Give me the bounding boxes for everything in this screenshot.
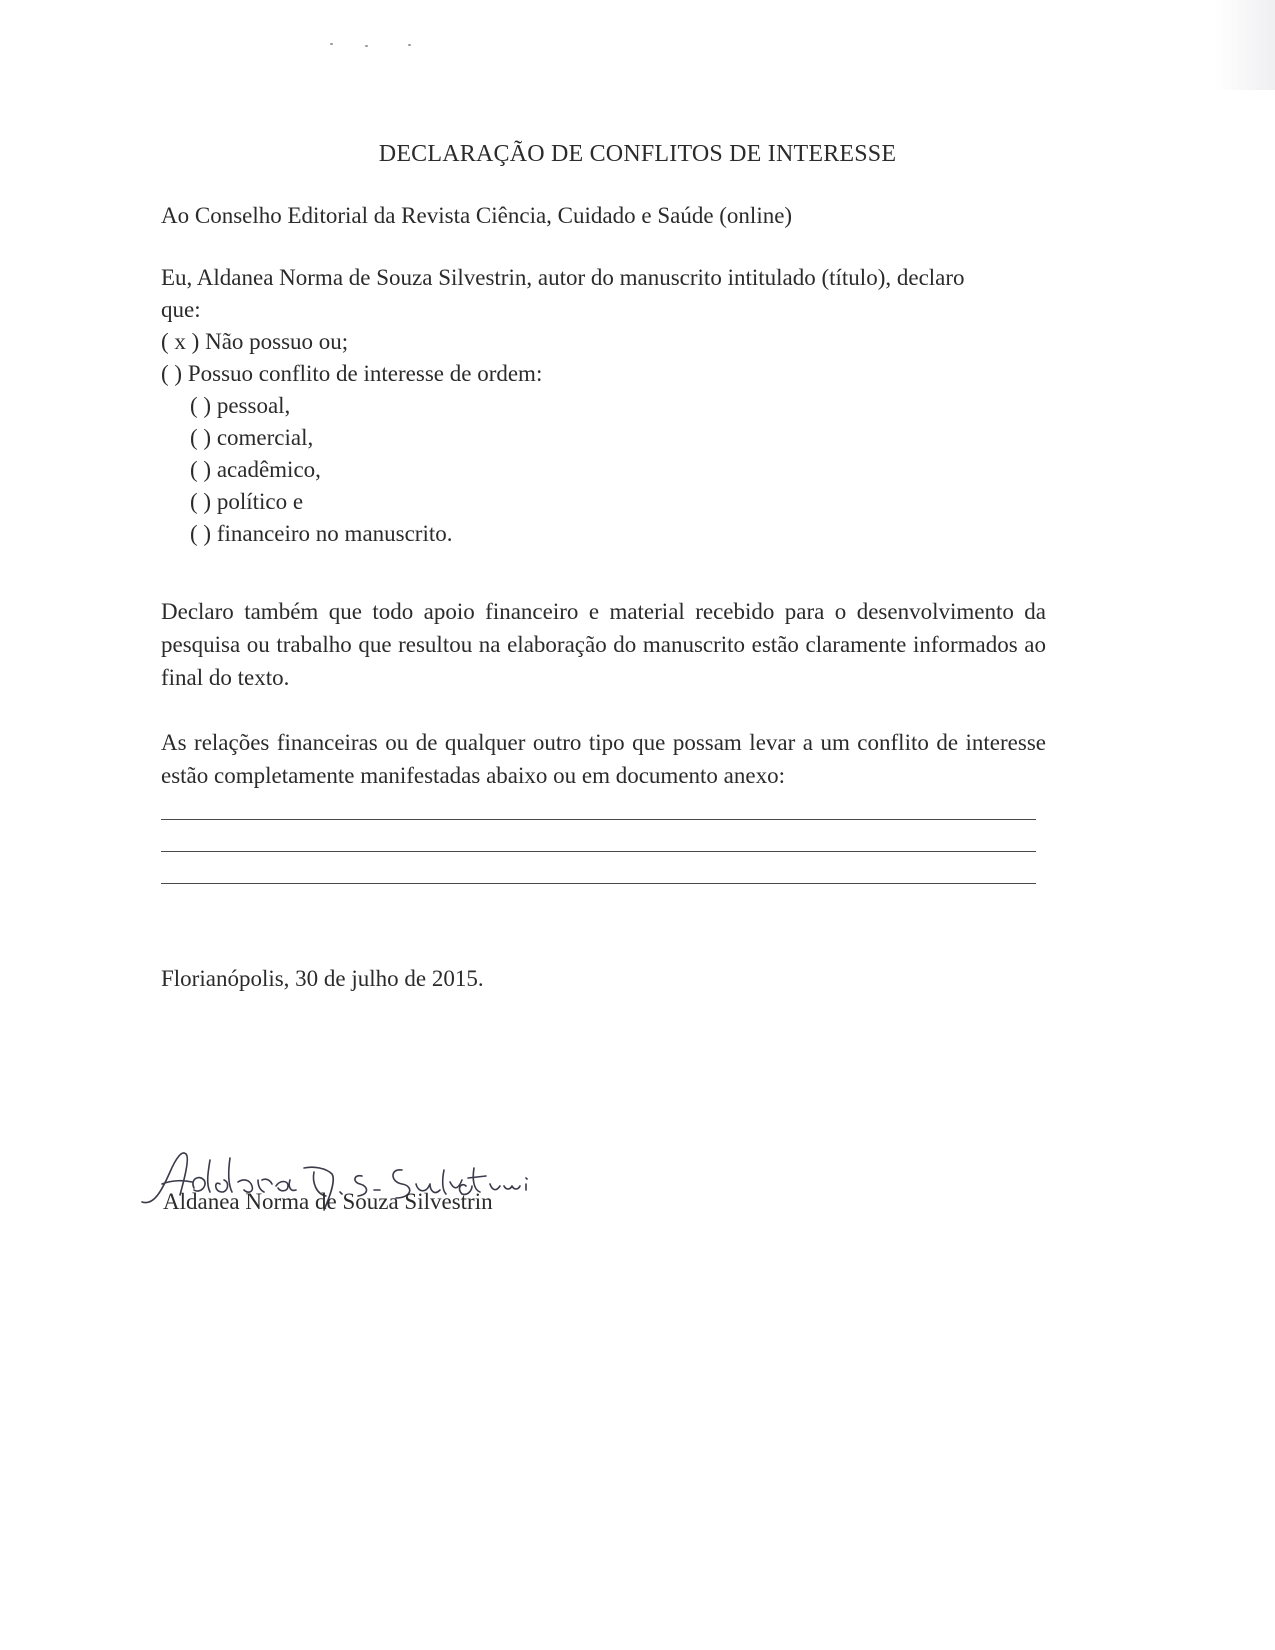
option-label: Possuo conflito de interesse de ordem: xyxy=(187,361,543,386)
sub-option-financeiro xyxy=(190,521,453,547)
sub-option-comercial xyxy=(190,425,313,451)
addressee-line: Ao Conselho Editorial da Revista Ciência, Cuidado e Saúde (online) xyxy=(161,203,793,228)
sub-option-label: pessoal, xyxy=(216,393,291,418)
sub-option-checkbox: ( ) xyxy=(190,489,212,514)
option-has-conflict xyxy=(161,361,542,387)
paragraph-financial-relations: As relações financeiras ou de qualquer outro tipo que possam levar a um conflito de interesse estão completamente manifestadas abaixo ou em documento anexo: xyxy=(161,730,1046,788)
sub-option-label: acadêmico, xyxy=(216,457,321,482)
blank-line xyxy=(161,851,1036,852)
scan-speck xyxy=(330,43,333,45)
sub-option-academico xyxy=(190,457,321,483)
blank-line xyxy=(161,819,1036,820)
sub-option-checkbox: ( ) xyxy=(190,425,212,450)
scan-speck xyxy=(365,45,368,47)
sub-option-label: financeiro no manuscrito. xyxy=(216,521,453,546)
statement-line-1: Eu, Aldanea Norma de Souza Silvestrin, autor do manuscrito intitulado (título), declaro xyxy=(161,265,965,290)
scan-speck xyxy=(408,44,411,46)
option-checkbox-checked: ( x ) xyxy=(161,329,200,354)
document-title: DECLARAÇÃO DE CONFLITOS DE INTERESSE xyxy=(378,141,897,167)
option-label: Não possuo ou; xyxy=(205,329,349,354)
place-and-date: Florianópolis, 30 de julho de 2015. xyxy=(161,966,484,991)
sub-option-checkbox: ( ) xyxy=(190,393,212,418)
sub-option-label: político e xyxy=(216,489,304,514)
scan-shadow xyxy=(1215,0,1275,90)
sub-option-politico xyxy=(190,489,303,515)
blank-line xyxy=(161,883,1036,884)
signer-name: Aldanea Norma de Souza Silvestrin xyxy=(163,1189,493,1214)
option-checkbox: ( ) xyxy=(161,361,183,386)
option-no-conflict xyxy=(161,329,348,355)
statement-line-2: que: xyxy=(161,297,201,322)
sub-option-pessoal xyxy=(190,393,290,419)
paragraph-financial-support: Declaro também que todo apoio financeiro e material recebido para o desenvolvimento da pesquisa ou trabalho que resultou na elaboração do manuscrito estão claramente informados ao final do texto. xyxy=(161,599,1046,690)
sub-option-label: comercial, xyxy=(216,425,314,450)
sub-option-checkbox: ( ) xyxy=(190,457,212,482)
sub-option-checkbox: ( ) xyxy=(190,521,212,546)
